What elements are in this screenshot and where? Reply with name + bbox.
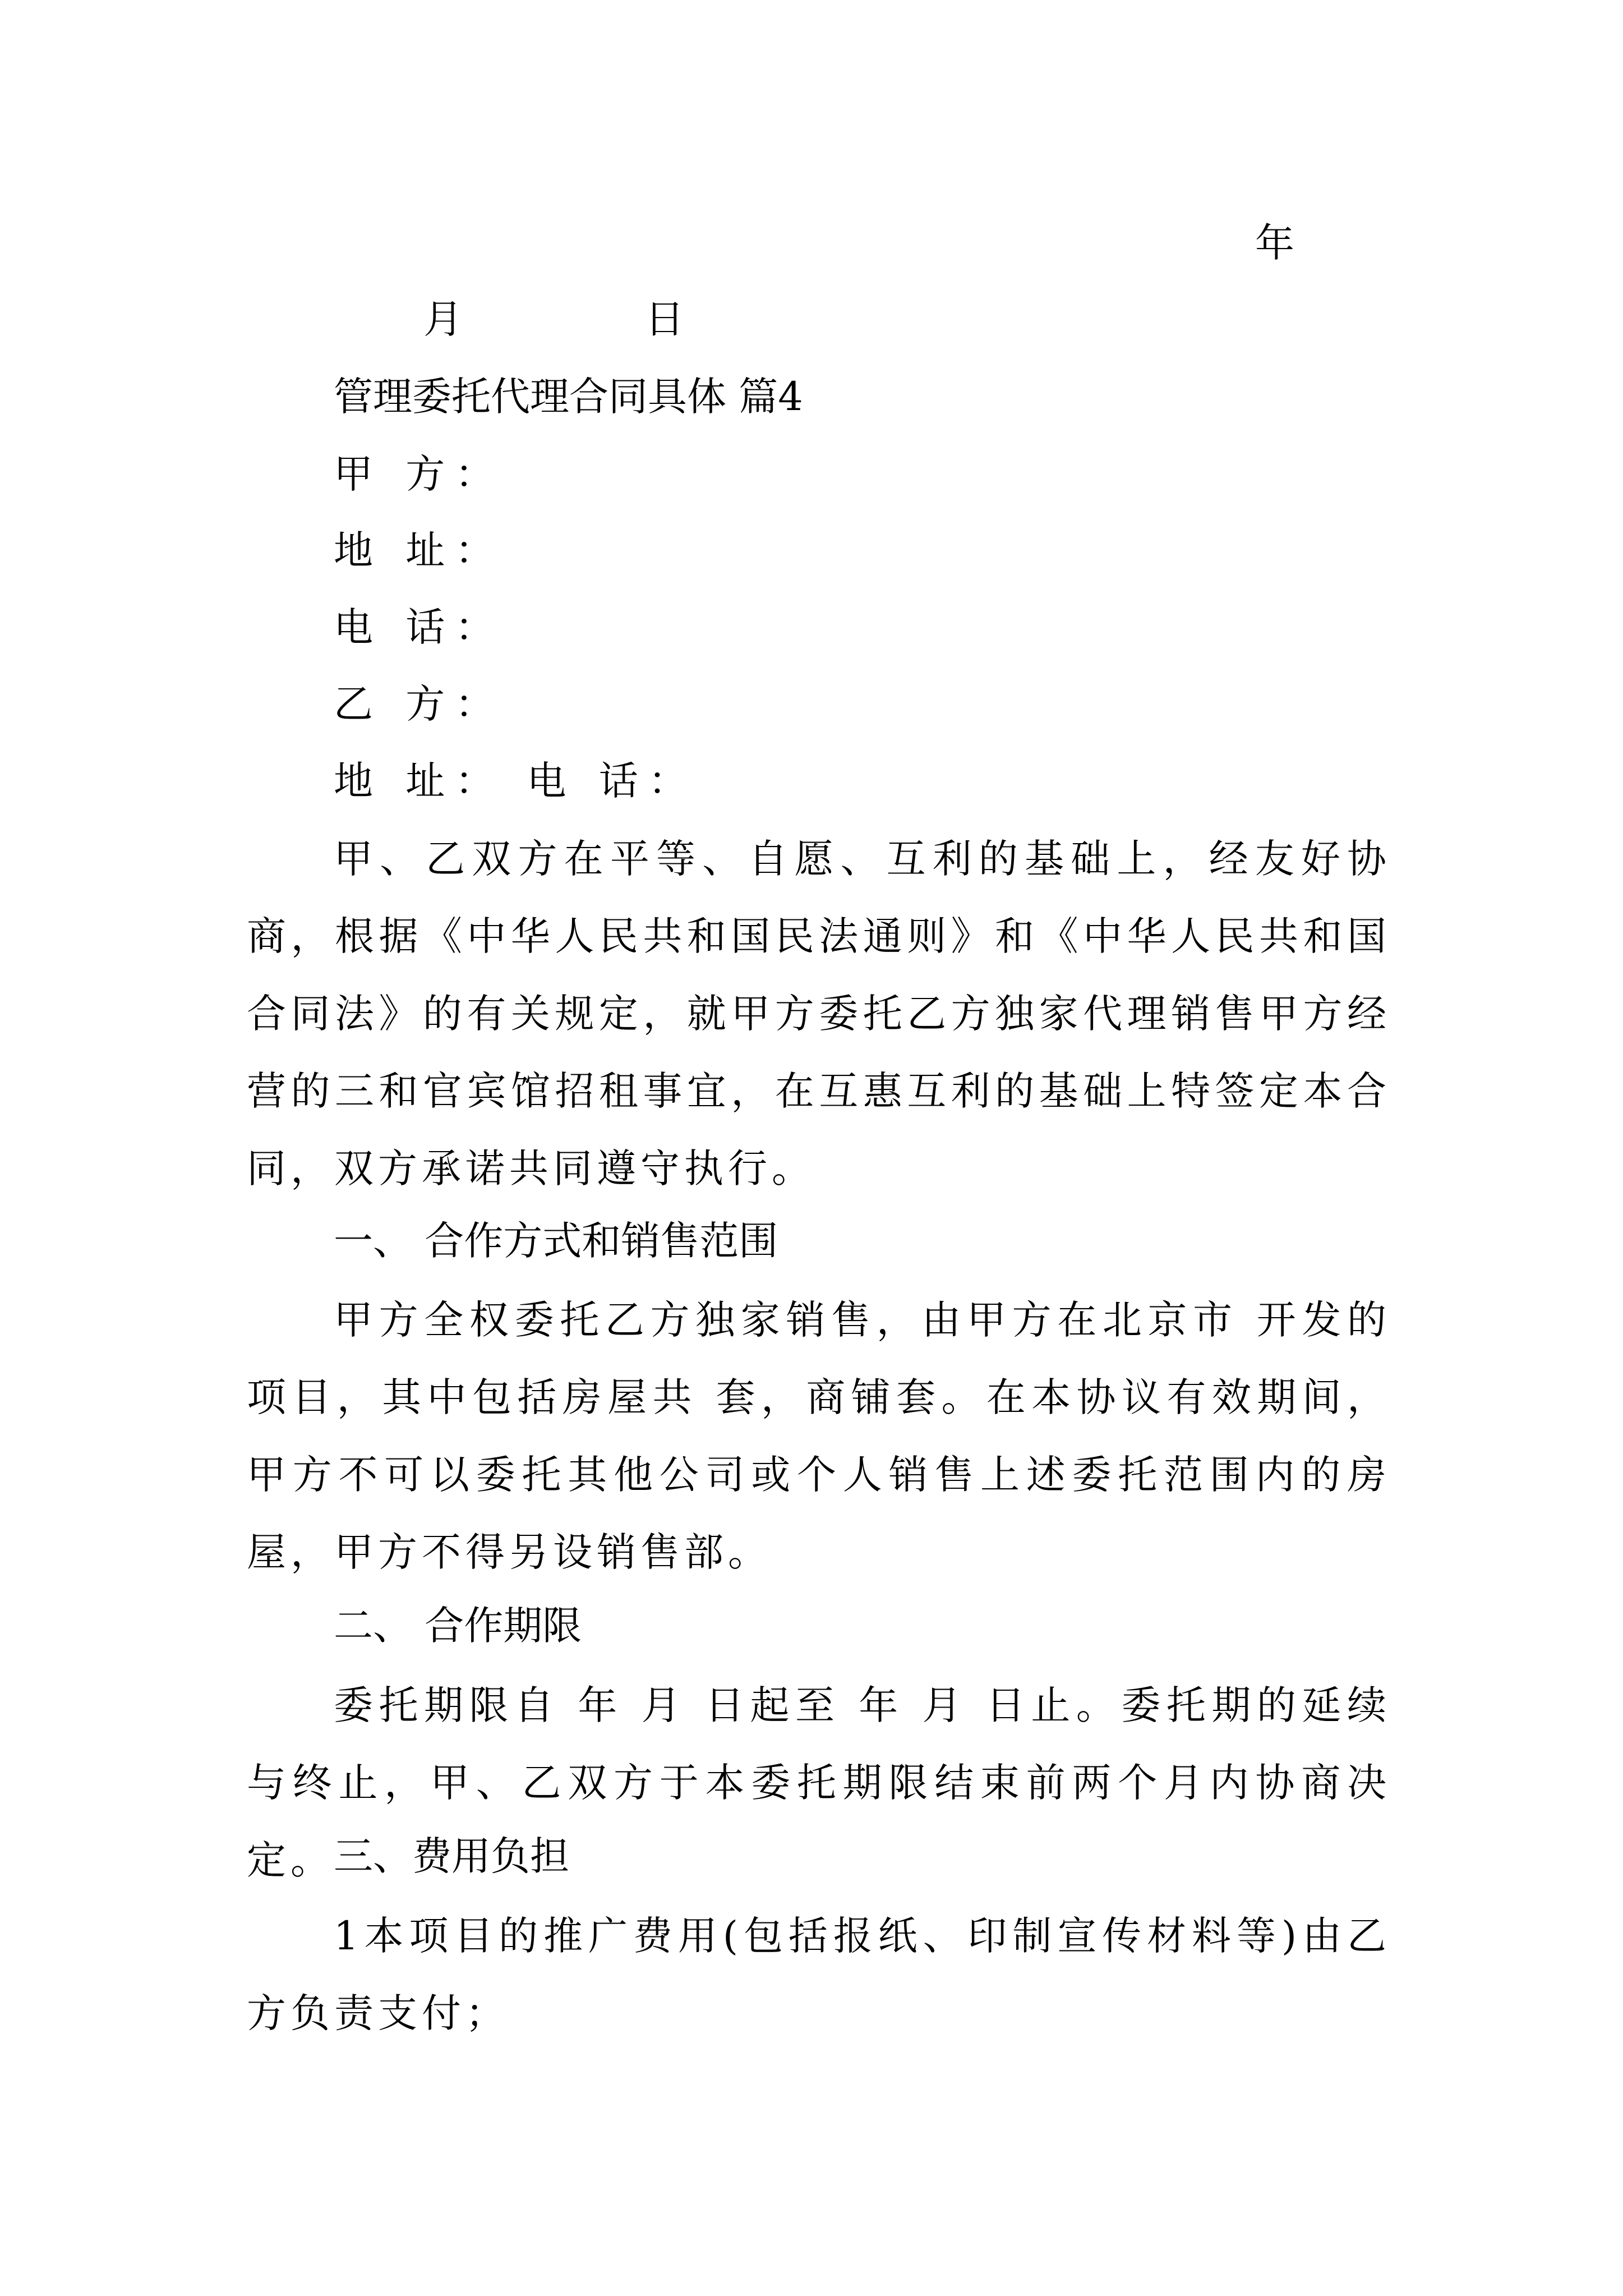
party-b-label: 乙 方： <box>334 681 505 727</box>
section1-title: 一、 合作方式和销售范围 <box>334 1218 778 1264</box>
party-a-label: 甲 方： <box>334 451 505 497</box>
party-a-address-label: 地 址： <box>334 527 505 573</box>
document-heading: 管理委托代理合同具体 篇4 <box>334 374 803 420</box>
section2-title: 二、 合作期限 <box>334 1603 582 1649</box>
date-day: 日 <box>645 296 684 342</box>
section2-paragraph: 委托期限自 年 月 日起至 年 月 日止。委托期的延续与终止，甲、乙双方于本委托期限结束前两个月内协商决定。 <box>247 1682 1391 1883</box>
party-b-address-phone-label: 地 址： 电 话： <box>334 758 698 804</box>
section1-paragraph: 甲方全权委托乙方独家销售，由甲方在北京市 开发的项目，其中包括房屋共 套，商铺套。在本协议有效期间，甲方不可以委托其他公司或个人销售上述委托范围内的房屋，甲方不得另设销售部。 <box>247 1297 1391 1575</box>
section3-item1-paragraph: 1本项目的推广费用(包括报纸、印制宣传材料等)由乙方负责支付； <box>247 1913 1391 2036</box>
section3-title: 三、费用负担 <box>334 1833 569 1879</box>
party-a-phone-label: 电 话： <box>334 604 505 650</box>
date-year: 年 <box>1255 220 1294 266</box>
intro-paragraph: 甲、乙双方在平等、自愿、互利的基础上，经友好协商，根据《中华人民共和国民法通则》和《中华人民共和国合同法》的有关规定，就甲方委托乙方独家代理销售甲方经营的三和官宾馆招租事宜，在互惠互利的基础上特签定本合同，双方承诺共同遵守执行。 <box>247 836 1391 1191</box>
date-month: 月 <box>423 296 463 342</box>
